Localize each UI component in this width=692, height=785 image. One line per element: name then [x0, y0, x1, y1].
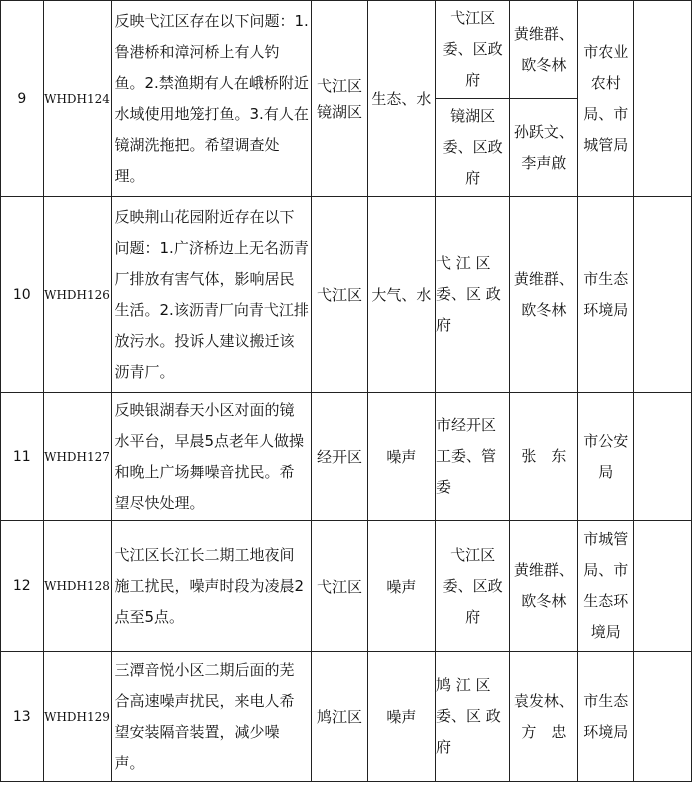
responsible-unit — [435, 197, 509, 393]
responsible-leader — [510, 652, 578, 782]
blank-cell — [634, 652, 692, 782]
responsible-unit-text: 镜湖区委、区政府 — [442, 107, 503, 187]
complaint-description — [111, 393, 312, 521]
complaint-description — [111, 652, 312, 782]
pollution-type: 噪声 — [367, 393, 435, 521]
pollution-type: 噪声 — [367, 652, 435, 782]
row-number: 12 — [1, 521, 44, 652]
description-text: 弋江区长江长二期工地夜间施工扰民，噪声时段为凌晨2点至5点。 — [114, 545, 305, 626]
complaint-description — [111, 1, 312, 197]
responsible-unit — [435, 393, 509, 521]
pollution-type: 生态、水 — [367, 1, 435, 197]
responsible-leader — [510, 393, 578, 521]
description-text: 反映荆山花园附近存在以下问题：1.广济桥边上无名沥青厂排放有害气体，影响居民生活。2.该沥青厂向青弋江排放污水。投诉人建议搬迁该沥青厂。 — [114, 207, 309, 381]
handling-department — [578, 393, 634, 521]
row-number: 9 — [1, 1, 44, 197]
handling-department-text: 市农业农村局、市城管局 — [583, 42, 629, 154]
district — [312, 1, 367, 197]
handling-department-text: 市公安局 — [583, 431, 629, 481]
responsible-unit-text: 鸠 江 区 委、区 政 府 — [435, 676, 501, 756]
responsible-unit — [435, 521, 509, 652]
responsible-leader — [510, 1, 578, 99]
complaint-description — [111, 521, 312, 652]
responsible-leader — [510, 521, 578, 652]
description-text: 反映银湖春天小区对面的镜水平台，早晨5点老年人做操和晚上广场舞噪音扰民。希望尽快处理。 — [114, 400, 305, 512]
responsible-unit-text: 弋 江 区 委、区 政 府 — [435, 254, 501, 334]
case-code: WHDH127 — [43, 393, 111, 521]
handling-department — [578, 521, 634, 652]
table-row — [1, 652, 692, 782]
responsible-leader-text: 黄维群、欧冬林 — [513, 561, 574, 610]
district: 弋江区 — [312, 521, 367, 652]
case-code: WHDH124 — [43, 1, 111, 197]
district: 经开区 — [312, 393, 367, 521]
handling-department — [578, 652, 634, 782]
table-row — [1, 393, 692, 521]
blank-cell — [634, 393, 692, 521]
row-number: 13 — [1, 652, 44, 782]
case-code: WHDH129 — [43, 652, 111, 782]
row-number: 10 — [1, 197, 44, 393]
responsible-leader-text: 黄维群、欧冬林 — [513, 24, 574, 74]
description-text: 三潭音悦小区二期后面的芜合高速噪声扰民，来电人希望安装隔音装置，减少噪声。 — [114, 660, 295, 772]
district: 弋江区 — [312, 197, 367, 393]
handling-department-text: 市城管局、市生态环境局 — [583, 530, 629, 641]
pollution-type: 噪声 — [367, 521, 435, 652]
handling-department — [578, 1, 634, 197]
handling-department — [578, 197, 634, 393]
district-text: 弋江区镜湖区 — [317, 76, 363, 121]
pollution-type: 大气、水 — [367, 197, 435, 393]
responsible-unit-text: 弋江区委、区政府 — [442, 9, 503, 89]
responsible-leader-text: 张 东 — [521, 447, 567, 465]
case-code: WHDH126 — [43, 197, 111, 393]
case-code: WHDH128 — [43, 521, 111, 652]
blank-cell — [634, 521, 692, 652]
responsible-unit — [435, 652, 509, 782]
table-row — [1, 1, 692, 99]
blank-cell — [634, 1, 692, 197]
responsible-leader-text: 袁发林、方 忠 — [513, 691, 574, 741]
handling-department-text: 市生态环境局 — [583, 691, 629, 741]
table-row — [1, 197, 692, 393]
responsible-unit — [435, 99, 509, 197]
complaint-description — [111, 197, 312, 393]
responsible-leader-text: 孙跃文、李声啟 — [513, 122, 574, 172]
table-row — [1, 521, 692, 652]
responsible-leader — [510, 197, 578, 393]
blank-cell — [634, 197, 692, 393]
responsible-unit-text: 市经开区工委、管委 — [435, 416, 496, 496]
description-text: 反映弋江区存在以下问题：1.鲁港桥和漳河桥上有人钓鱼。2.禁渔期有人在峨桥附近水域使用地笼打鱼。3.有人在镜湖洗拖把。希望调查处理。 — [114, 11, 309, 185]
responsible-unit-text: 弋江区委、区政府 — [442, 545, 503, 626]
responsible-unit — [435, 1, 509, 99]
handling-department-text: 市生态环境局 — [583, 269, 629, 319]
district: 鸠江区 — [312, 652, 367, 782]
row-number: 11 — [1, 393, 44, 521]
responsible-leader-text: 黄维群、欧冬林 — [513, 269, 574, 319]
responsible-leader — [510, 99, 578, 197]
